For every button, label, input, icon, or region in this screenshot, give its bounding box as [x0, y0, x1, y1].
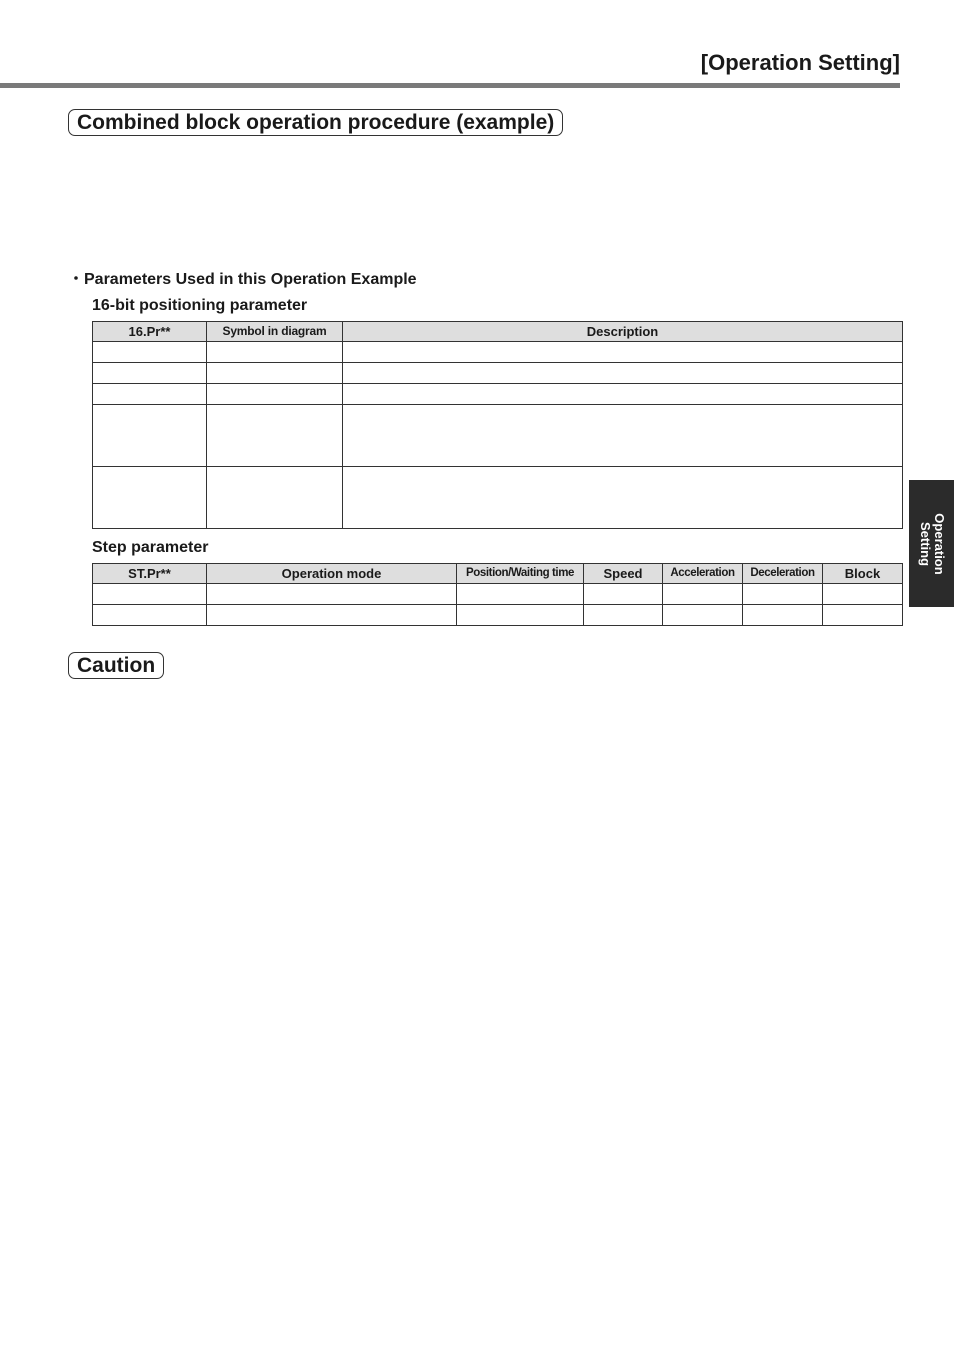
chapter-side-tab [909, 480, 954, 607]
column-header: Position/Waiting time [457, 564, 584, 584]
parameters-bullet-title: ・Parameters Used in this Operation Example [68, 271, 417, 288]
column-header: Speed [584, 564, 663, 584]
step-parameter-title: Step parameter [92, 539, 209, 556]
positioning-parameter-table [92, 321, 903, 529]
table-row [93, 405, 903, 467]
column-header: Symbol in diagram [207, 322, 343, 342]
column-header: Description [343, 322, 903, 342]
column-header: Deceleration [743, 564, 823, 584]
page-title: [Operation Setting] [700, 50, 900, 75]
table-row [93, 363, 903, 384]
column-header: ST.Pr** [93, 564, 207, 584]
column-header: Operation mode [207, 564, 457, 584]
header-rule [0, 83, 900, 88]
table-row [93, 467, 903, 529]
column-header: Block [823, 564, 903, 584]
side-tab-line: Setting [917, 521, 933, 566]
step-parameter-table [92, 563, 903, 626]
table-row [93, 342, 903, 363]
table-header-row [93, 322, 903, 342]
side-tab-line: Operation [931, 512, 947, 575]
table-header-row [93, 564, 903, 584]
column-header: Acceleration [663, 564, 743, 584]
table-row [93, 605, 903, 626]
section-heading-caution: Caution [68, 652, 164, 679]
section-heading-combined-block: Combined block operation procedure (example) [68, 109, 563, 136]
table-row [93, 384, 903, 405]
positioning-parameter-title: 16-bit positioning parameter [92, 297, 308, 314]
column-header: 16.Pr** [93, 322, 207, 342]
table-row [93, 584, 903, 605]
